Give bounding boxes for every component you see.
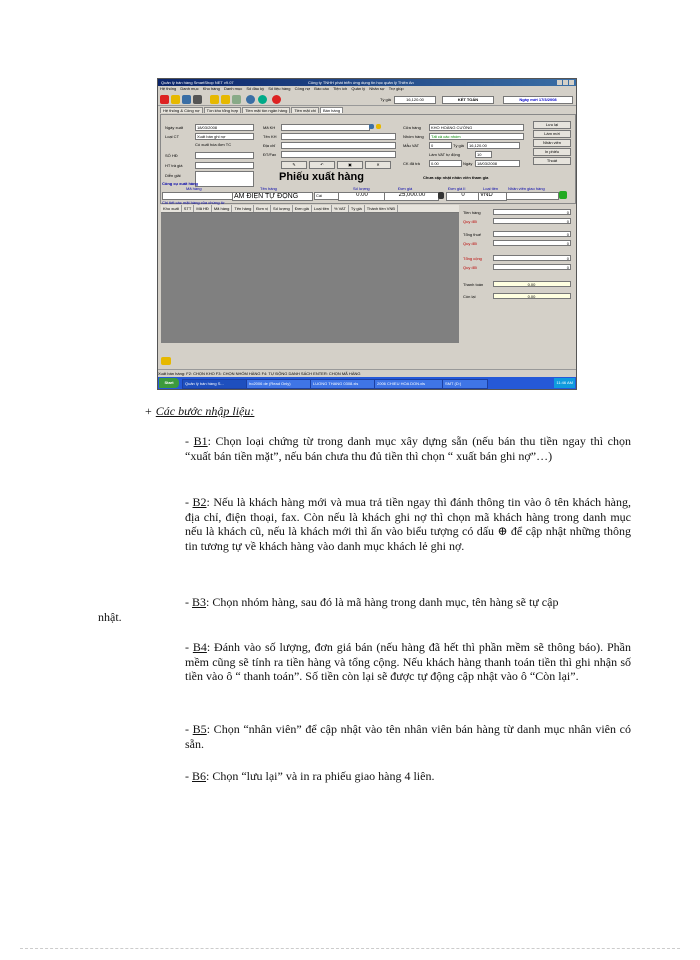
taskbar — [158, 377, 576, 389]
edit-button[interactable]: ✎ — [281, 161, 307, 169]
address-label: Địa chỉ — [263, 143, 276, 148]
form-title: Phiếu xuất hàng — [279, 171, 364, 183]
price-input[interactable]: 25,000.00 — [384, 192, 439, 201]
total-row — [463, 218, 571, 226]
task-item[interactable]: 2006 CHIEU HOA DON.xls — [374, 379, 444, 389]
stop-icon[interactable] — [160, 95, 169, 104]
grid-col[interactable]: Tên hàng — [232, 205, 254, 212]
task-item[interactable]: LUONG THANG 0308.xls — [310, 379, 376, 389]
menu-item[interactable]: Số liệu hàng — [268, 86, 291, 91]
totals-panel — [461, 205, 573, 345]
address-input[interactable] — [281, 142, 396, 149]
customer-code-input[interactable] — [281, 124, 370, 131]
step-b3: - B3: Chọn nhóm hàng, sau đó là mã hàng trong danh mục, tên hàng sẽ tự cập — [185, 595, 559, 609]
voucher-type-label: Loại CT — [165, 134, 180, 139]
total-label: Quy đổi — [463, 219, 477, 224]
refresh-icon[interactable] — [258, 95, 267, 104]
step-text: : Chọn loại chứng từ trong danh mục xây dựng sẵn (nếu bán thu tiền ngay thì chọn “xuất bán tiền mặt”, nếu bán chưa thu đủ tiền thì chọn “ xuất bán ghi nợ”…) — [185, 434, 631, 463]
store-label: Cửa hàng — [403, 125, 421, 130]
total-row — [463, 231, 571, 239]
closing-button[interactable]: KẾT TOÁN — [442, 96, 494, 104]
tab-item[interactable]: Tiền mặt chi — [291, 107, 319, 113]
total-value: 0 — [493, 240, 571, 246]
lock-icon[interactable] — [210, 95, 219, 104]
step-b1: - B1: Chọn loại chứng từ trong danh mục xây dựng sẵn (nếu bán thu tiền ngay thì chọn “xuất bán tiền mặt”, nếu bán chưa thu đủ tiền thì chọn “ xuất bán ghi nợ”…) — [185, 434, 631, 463]
col-ma-hang: Mã hàng — [186, 186, 202, 191]
menu-item[interactable]: Hệ thống — [160, 86, 177, 91]
grid-col[interactable]: Tỷ giá — [349, 205, 365, 212]
remaining-value: 0.00 — [493, 293, 571, 299]
status-text: Xuất bán hàng: F2: CHỌN KHO F3: CHỌN NHÓM HÀNG F4: TỰ ĐỘNG DANH SÁCH ENTER: CHỌN MÃ HÀNG — [158, 371, 361, 376]
phone-fax-label: ĐT/Fax — [263, 152, 277, 157]
close-icon[interactable] — [272, 95, 281, 104]
total-row — [463, 255, 571, 263]
hand-icon[interactable] — [161, 357, 171, 365]
unit-select[interactable]: Cái — [314, 192, 339, 200]
auto-vat-label[interactable]: Làm VAT tự động — [429, 152, 460, 157]
export-date-input[interactable]: 18/03/2008 — [195, 124, 254, 131]
grid-col[interactable]: Thành tiền VNĐ — [365, 205, 398, 212]
arrow-icon[interactable] — [193, 95, 202, 104]
total-row — [463, 209, 571, 217]
total-row — [463, 264, 571, 272]
start-button[interactable]: Start — [159, 378, 179, 388]
toolbar — [158, 93, 576, 106]
add-line-icon[interactable] — [559, 191, 567, 199]
product-group-select[interactable]: Tất cả các nhóm — [429, 133, 524, 140]
step-b6: - B6: Chọn “lưu lại” và in ra phiếu giao hàng 4 liên. — [185, 769, 435, 783]
payment-label: Thanh toán — [463, 282, 484, 287]
total-label: Tiền hàng — [463, 210, 481, 215]
payment-row — [463, 281, 571, 289]
print-button[interactable]: In phiếu — [533, 148, 571, 156]
voucher-type-select[interactable]: Xuất bán ghi nợ — [195, 133, 254, 140]
col-nhan-vien: Nhân viên giao hàng — [508, 186, 545, 191]
task-item[interactable]: Quản lý bán hàng S... — [182, 379, 248, 389]
step-text: : Chọn “lưu lại” và in ra phiếu giao hàng 4 liên. — [206, 769, 435, 783]
steps-heading — [145, 404, 254, 419]
software-screenshot — [157, 78, 577, 390]
product-code-select[interactable] — [162, 192, 233, 200]
step-id: B4 — [192, 640, 207, 654]
invoice-checkbox-label[interactable]: Có xuất hóa đơn TC — [195, 142, 232, 147]
remaining-label: Còn lại — [463, 294, 476, 299]
invoice-no-input[interactable] — [195, 152, 254, 159]
col-loai-tien: Loại tiền — [483, 186, 499, 191]
quantity-input[interactable]: 0.00 — [338, 192, 385, 201]
tab-item[interactable]: Tiền mặt tồn ngân hàng — [242, 107, 290, 113]
product-group-label: Nhóm hàng — [403, 134, 424, 139]
grid-col[interactable]: Kho xuất — [161, 205, 182, 212]
rate-label: Tỷ giá — [453, 143, 464, 148]
discount-label: CK đã trả — [403, 161, 420, 166]
step-id: B6 — [192, 769, 207, 783]
grid-col[interactable]: Mã hàng — [212, 205, 233, 212]
heading-bullet: + — [145, 404, 152, 418]
product-name-input[interactable]: ẨM ĐIỆN TỰ ĐỘNG — [232, 192, 313, 201]
discount-input[interactable]: 0.00 — [429, 160, 462, 167]
grid-col[interactable]: Đơn vị — [254, 205, 271, 212]
grid-col[interactable]: Loại tiền — [312, 205, 332, 212]
menu-item[interactable]: Danh mục — [223, 86, 243, 91]
window-titlebar — [158, 79, 576, 86]
payment-type-input[interactable] — [195, 162, 254, 169]
menu-bar — [158, 86, 576, 92]
total-label: Quy đổi — [463, 265, 477, 270]
menu-item[interactable]: Trợ giúp — [388, 86, 404, 91]
currency-select[interactable]: VND — [478, 192, 507, 201]
step-text: : Chọn nhóm hàng, sau đó là mã hàng trong danh mục, tên hàng sẽ tự cập — [206, 595, 559, 609]
status-bar — [158, 369, 576, 377]
step-b2: - B2: Nếu là khách hàng mới và mua trả tiền ngay thì đánh thông tin vào ô tên khách hàng, địa chỉ, điện thoại, fax. Còn nếu là khách ghi nợ thì chọn mã khách hàng trong danh mục nếu là khách cũ, nếu là khách mới thì ấn vào biểu tượng có dấu ⊕ để cập nhật những thông tin tương tự về khách hàng vào danh mục khách lẻ ghi nợ. — [185, 495, 631, 553]
staff-button[interactable]: Nhân viên — [533, 139, 571, 147]
menu-item[interactable]: Tiện ích — [333, 86, 348, 91]
coin-icon[interactable] — [221, 95, 230, 104]
grid-body[interactable] — [161, 213, 459, 343]
total-value: 0 — [493, 255, 571, 261]
menu-item[interactable]: Báo cáo — [314, 86, 329, 91]
total-value: 0 — [493, 264, 571, 270]
tab-item[interactable]: Hệ thống & Công nợ — [160, 107, 203, 113]
total-value: 0 — [493, 231, 571, 237]
help-icon[interactable] — [246, 95, 255, 104]
total-label: Quy đổi — [463, 241, 477, 246]
task-item[interactable]: SMT (D:) — [442, 379, 488, 389]
clock: 11:46 AM — [554, 378, 575, 388]
invoice-date-input[interactable]: 18/03/2008 — [475, 160, 520, 167]
customer-name-label: Tên KH — [263, 134, 277, 139]
grid-col[interactable]: Số lượng — [271, 205, 293, 212]
step-id: B5 — [192, 722, 207, 736]
delete-button[interactable]: ✕ — [365, 161, 391, 169]
date-display: Ngày mới 17/3/2008 — [503, 96, 573, 104]
step-text: : Đánh vào số lượng, đơn giá bán (nếu hàng đã hết thì phần mềm sẽ thông báo). Phần mềm cũng sẽ tính ra tiền hàng và tổng cộng. Nếu khách hàng thanh toán tiền thì ghi nhận số tiền vào ô “ thanh toán”. Số tiền còn lại sẽ được tự động cập nhật vào ô “Còn lại”. — [185, 640, 631, 683]
customer-name-input[interactable] — [281, 133, 396, 140]
menu-item[interactable]: Quản lý — [351, 86, 366, 91]
user-icon[interactable] — [182, 95, 191, 104]
menu-item[interactable]: Kho hàng — [202, 86, 220, 91]
step-id: B2 — [192, 495, 207, 509]
col-ten-hang: Tên hàng — [260, 186, 277, 191]
entry-section-label: Công cụ xuất hàng — [162, 181, 198, 186]
forward-icon[interactable] — [232, 95, 241, 104]
phone-fax-input[interactable] — [281, 151, 396, 158]
tab-strip — [160, 107, 344, 113]
search-icon[interactable] — [376, 124, 381, 129]
store-select[interactable]: KHO HOÀNG CƯỜNG — [429, 124, 524, 131]
grid-col[interactable]: Mã HĐ — [194, 205, 211, 212]
menu-item[interactable]: Công nợ — [294, 86, 311, 91]
save-button[interactable]: Lưu lại — [533, 121, 571, 129]
grid-header — [161, 205, 459, 213]
total-row — [463, 240, 571, 248]
step-id: B1 — [193, 434, 208, 448]
step-b4: - B4: Đánh vào số lượng, đơn giá bán (nếu hàng đã hết thì phần mềm sẽ thông báo). Phần mềm cũng sẽ tính ra tiền hàng và tổng cộng. Nếu khách hàng thanh toán tiền thì ghi nhận số tiền vào ô “ thanh toán”. Số tiền còn lại sẽ được tự động cập nhật vào ô “Còn lại”. — [185, 640, 631, 683]
undo-button[interactable]: ↶ — [309, 161, 335, 169]
tab-item[interactable]: Tồn kho tổng hợp — [204, 107, 242, 113]
invoice-date-label: Ngày — [463, 161, 473, 166]
heading-text: Các bước nhập liệu: — [155, 404, 255, 418]
menu-item[interactable]: Danh mục — [180, 86, 199, 91]
staff-notice: Chưa cập nhật nhân viên tham gia — [423, 175, 489, 180]
payment-type-label: HT trả giá — [165, 163, 183, 168]
page-divider — [20, 948, 680, 949]
step-text: : Nếu là khách hàng mới và mua trả tiền ngay thì đánh thông tin vào ô tên khách hàng, địa chỉ, điện thoại, fax. Còn nếu là khách ghi nợ thì chọn mã khách hàng trong danh mục nếu là khách cũ, nếu là khách mới thì ấn vào biểu tượng có dấu ⊕ để cập nhật những thông tin tương tự về khách hàng vào danh mục khách lẻ ghi nợ. — [185, 495, 631, 553]
grid-section-label: Chi tiết các mặt hàng của chứng từ — [162, 200, 225, 205]
price-ii-input[interactable]: 0 — [446, 192, 479, 201]
step-b3-continued: nhật. — [98, 610, 122, 624]
step-id: B3 — [192, 595, 207, 609]
payment-input[interactable]: 0.00 — [493, 281, 571, 287]
exchange-rate-field: 16,120.00 — [394, 96, 436, 104]
exchange-rate-label: Tỷ giá — [380, 97, 391, 102]
menu-item[interactable]: Nhân sự — [369, 86, 385, 91]
total-value: 0 — [493, 209, 571, 215]
save-small-button[interactable]: ▣ — [337, 161, 363, 169]
step-text: : Chọn “nhân viên” để cập nhật vào tên nhân viên bán hàng từ danh mục nhân viên có sẵn. — [185, 722, 631, 751]
col-so-luong: Số lượng — [353, 186, 370, 191]
new-button[interactable]: Làm mới — [533, 130, 571, 138]
customer-code-label: Mã KH — [263, 125, 276, 130]
tab-item-active[interactable]: Bán hàng — [320, 107, 343, 113]
grid-col[interactable]: STT — [182, 205, 195, 212]
auto-vat-input[interactable]: 10 — [475, 151, 492, 158]
company-name: Công ty TNHH phát triển ứng dụng tin học quản lý Thiên An — [308, 80, 414, 85]
calc-icon[interactable] — [438, 192, 444, 199]
task-item[interactable]: ho2006 de (Read Only) — [246, 379, 312, 389]
add-customer-icon[interactable] — [369, 124, 374, 129]
total-label: Tổng cộng — [463, 256, 482, 261]
invoice-no-label: SỐ HĐ — [165, 153, 178, 158]
rate-input[interactable]: 16,120.00 — [467, 142, 520, 149]
vat-form-input[interactable]: 0 — [429, 142, 452, 149]
grid-col[interactable]: % VAT — [332, 205, 349, 212]
vat-form-label: Mẫu VAT — [403, 143, 420, 148]
description-input[interactable] — [195, 171, 254, 187]
description-label: Diễn giải — [165, 173, 181, 178]
menu-item[interactable]: Số đầu kỳ — [246, 86, 265, 91]
remaining-row — [463, 293, 571, 301]
delivery-staff-select[interactable] — [506, 192, 559, 200]
grid-icon[interactable] — [171, 95, 180, 104]
export-date-label: Ngày xuất — [165, 125, 184, 130]
window-title: Quản lý bán hàng SmartShop NET v9.07 — [161, 80, 234, 85]
step-b5: - B5: Chọn “nhân viên” để cập nhật vào tên nhân viên bán hàng từ danh mục nhân viên có sẵn. — [185, 722, 631, 751]
col-don-gia-ii: Đơn giá II — [448, 186, 466, 191]
exit-button[interactable]: Thoát — [533, 157, 571, 165]
grid-col[interactable]: Đơn giá — [293, 205, 312, 212]
col-don-gia: Đơn giá — [398, 186, 413, 191]
total-value: 0 — [493, 218, 571, 224]
total-label: Tổng thuế — [463, 232, 482, 237]
